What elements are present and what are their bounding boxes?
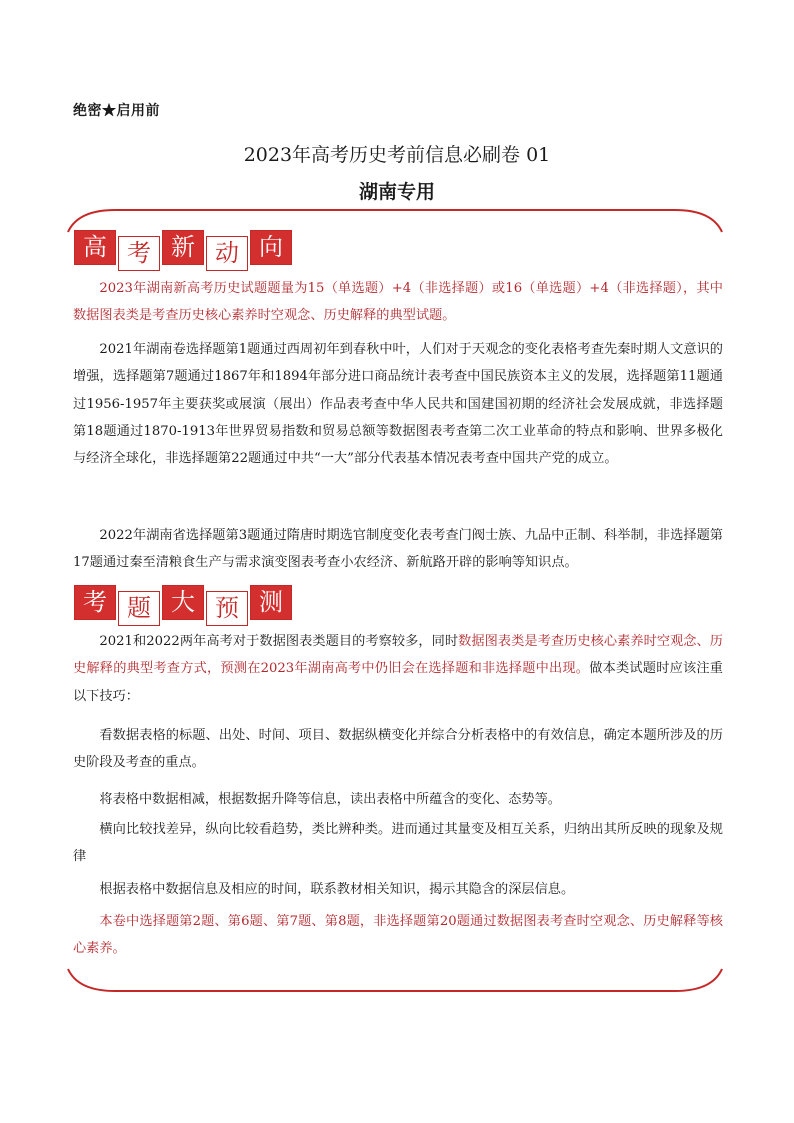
heading-char: 大 (162, 585, 204, 620)
prediction-highlight: 数据图表类是考查历史核心素养时空观念、历史解释的典型考查方式，预测在2023年湖南高考中仍旧会在选择题和非选择题中出现。 (73, 634, 723, 677)
tip-read-table: 看数据表格的标题、出处、时间、项目、数据纵横变化并综合分析表格中的有效信息，确定本题所涉及的历史阶段及考查的重点。 (73, 728, 723, 771)
heading-char: 题 (118, 591, 160, 626)
paragraph-2022-analysis: 2022年湖南省选择题第3题通过隋唐时期选官制度变化表考查门阀士族、九品中正制、科举制，非选择题第17题通过秦至清粮食生产与需求演变图表考查小农经济、新航路开辟的影响等知识点。 (73, 528, 723, 571)
paragraph-this-paper: 本卷中选择题第2题、第6题、第7题、第8题，非选择题第20题通过数据图表考查时空观念、历史解释等核心素养。 (73, 914, 723, 957)
paragraph-question-count: 2023年湖南新高考历史试题题量为15（单选题）+4（非选择题）或16（单选题）+4（非选择题），其中数据图表类是考查历史核心素养时空观念、历史解释的典型试题。 (73, 281, 723, 324)
tip-link-textbook: 根据表格中数据信息及相应的时间，联系教材相关知识，揭示其隐含的深层信息。 (99, 882, 575, 897)
prediction-intro: 2021和2022两年高考对于数据图表类题目的考察较多，同时 (99, 634, 459, 649)
heading-char: 测 (250, 585, 292, 620)
heading-char: 预 (206, 591, 248, 626)
tip-subtract-data: 将表格中数据相减，根据数据升降等信息，读出表格中所蕴含的变化、态势等。 (99, 792, 561, 807)
heading-char: 考 (118, 236, 160, 271)
page-subtitle: 湖南专用 (358, 181, 435, 203)
heading-char: 向 (250, 230, 292, 265)
heading-char: 考 (74, 585, 116, 620)
frame-top-arc (68, 210, 722, 232)
heading-char: 高 (74, 230, 116, 265)
section-heading-predictions (74, 585, 292, 621)
prediction-tips-intro: 做本类试题时应该注重以下技巧： (73, 661, 723, 704)
paragraph-prediction (73, 628, 723, 710)
confidential-label: 绝密★启用前 (73, 103, 160, 119)
heading-char: 新 (162, 230, 204, 265)
frame-bottom-arc (68, 969, 722, 991)
paragraph-2021-analysis: 2021年湖南卷选择题第1题通过西周初年到春秋中叶，人们对于天观念的变化表格考查先秦时期人文意识的增强，选择题第7题通过1867年和1894年部分进口商品统计表考查中国民族资本主义的发展，选择题第11题通过1956-1957年主要获奖或展演（展出）作品表考查中华人民共和国建国初期的经济社会发展成就，非选择题第18题通过1870-1913年世界贸易指数和贸易总额等数据图表考查第二次工业革命的特点和影响、世界多极化与经济全球化，非选择题第22题通过中共“一大”部分代表基本情况表考查中国共产党的成立。 (73, 342, 723, 467)
section-heading-new-trends (74, 230, 292, 266)
page-title: 2023年高考历史考前信息必刷卷 01 (243, 144, 551, 166)
tip-compare-trends: 横向比较找差异，纵向比较看趋势，类比辨种类。进而通过其量变及相互关系，归纳出其所反映的现象及规律 (73, 822, 723, 865)
heading-char: 动 (206, 236, 248, 271)
